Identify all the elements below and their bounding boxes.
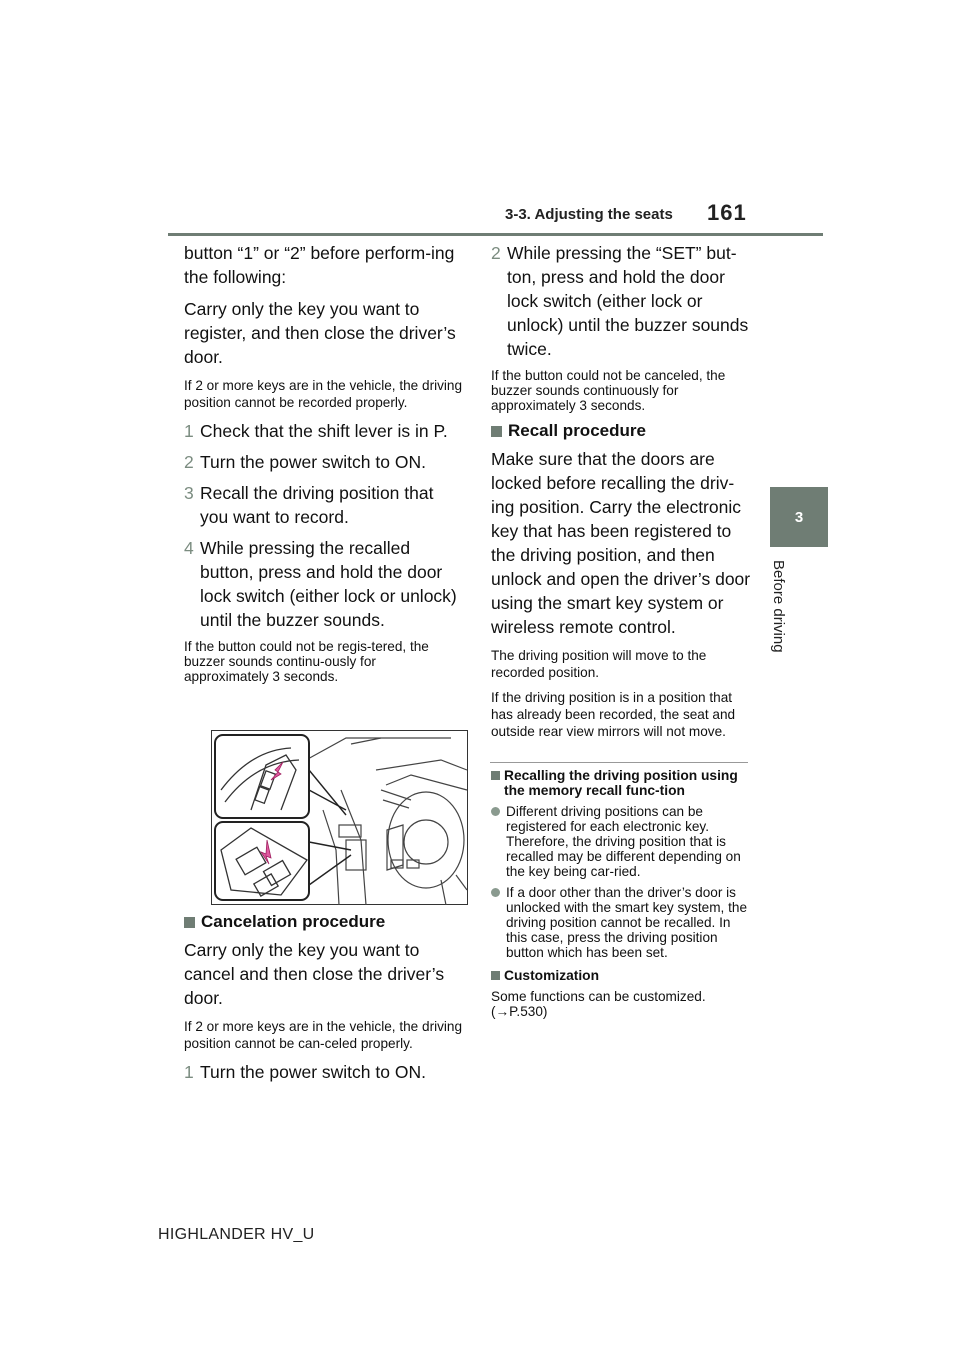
step-3: 3 Recall the driving position that you want to record.: [184, 483, 434, 527]
cancel-text: Carry only the key you want to cancel and then close the driver’s door.: [184, 940, 445, 1008]
notes-column: [491, 768, 753, 1027]
list-item: If a door other than the driver’s door is unlocked with the smart key system, the driving position cannot be recalled. In this case, press the driving position button which has been set.: [491, 885, 753, 960]
memory-recall-heading: Recalling the driving position using the memory recall func-tion: [491, 768, 753, 798]
step-4: 4 While pressing the recalled button, press and hold the door lock switch (either lock or unlock) until the buzzer sounds.: [184, 538, 457, 630]
square-bullet-icon: [184, 917, 195, 928]
left-column: [184, 241, 464, 692]
customization-link[interactable]: Some functions can be customized. (→P.530): [491, 989, 706, 1019]
square-bullet-icon: [491, 771, 500, 780]
cancel-step-1: 1 Turn the power switch to ON.: [184, 1062, 426, 1082]
carry-text: Carry only the key you want to register, and then close the driver’s door.: [184, 299, 456, 367]
recall-text: Make sure that the doors are locked before recalling the driv-ing position. Carry the electronic key that has been registered to the driving position, and then unlock and open the driver’s door using the smart key system or wireless remote control.: [491, 449, 751, 637]
recall-heading: Recall procedure: [491, 421, 753, 441]
recall-note-1: The driving position will move to the recorded position.: [491, 648, 707, 680]
recall-note-2: If the driving position is in a position that has already been recorded, the seat and outside rear view mirrors will not move.: [491, 690, 736, 739]
customization-heading: Customization: [491, 968, 753, 983]
chapter-number: 3: [794, 508, 804, 526]
square-bullet-icon: [491, 426, 502, 437]
section-divider: [490, 762, 748, 763]
cancel-fail-note: If the button could not be canceled, the buzzer sounds continuously for approximately 3 seconds.: [491, 368, 726, 413]
note-text: If 2 or more keys are in the vehicle, the driving position cannot be recorded properly.: [184, 378, 463, 410]
step-1: 1 Check that the shift lever is in P.: [184, 421, 448, 441]
chapter-side-label: [765, 560, 795, 685]
footer-model: HIGHLANDER HV_U: [158, 1226, 315, 1243]
chapter-label: Before driving: [770, 560, 787, 653]
bullet-icon: [491, 888, 500, 897]
cancel-heading: Cancelation procedure: [184, 912, 464, 932]
left-column-lower: [184, 908, 464, 1091]
list-item: Different driving positions can be registered for each electronic key. Therefore, the driving position that is recalled may be different depending on the key being car-ried.: [491, 804, 753, 879]
right-column: [491, 241, 753, 748]
cancel-note: If 2 or more keys are in the vehicle, the driving position cannot be can-celed properly.: [184, 1019, 463, 1051]
chapter-tab[interactable]: [770, 487, 828, 547]
section-title: 3-3. Adjusting the seats: [505, 206, 673, 223]
square-bullet-icon: [491, 971, 500, 980]
page-number: 161: [707, 200, 747, 225]
bullet-icon: [491, 807, 500, 816]
step-2: 2 Turn the power switch to ON.: [184, 452, 426, 472]
header-rule: [168, 233, 823, 236]
intro-text: button “1” or “2” before perform-ing the following:: [184, 243, 455, 287]
door-switch-illustration: [211, 730, 468, 905]
register-note: If the button could not be regis-tered, the buzzer sounds continu-ously for approximately 3 seconds.: [184, 639, 429, 684]
cancel-step-2: 2 While pressing the “SET” but-ton, press and hold the door lock switch (either lock or unlock) until the buzzer sounds twice.: [491, 243, 749, 359]
